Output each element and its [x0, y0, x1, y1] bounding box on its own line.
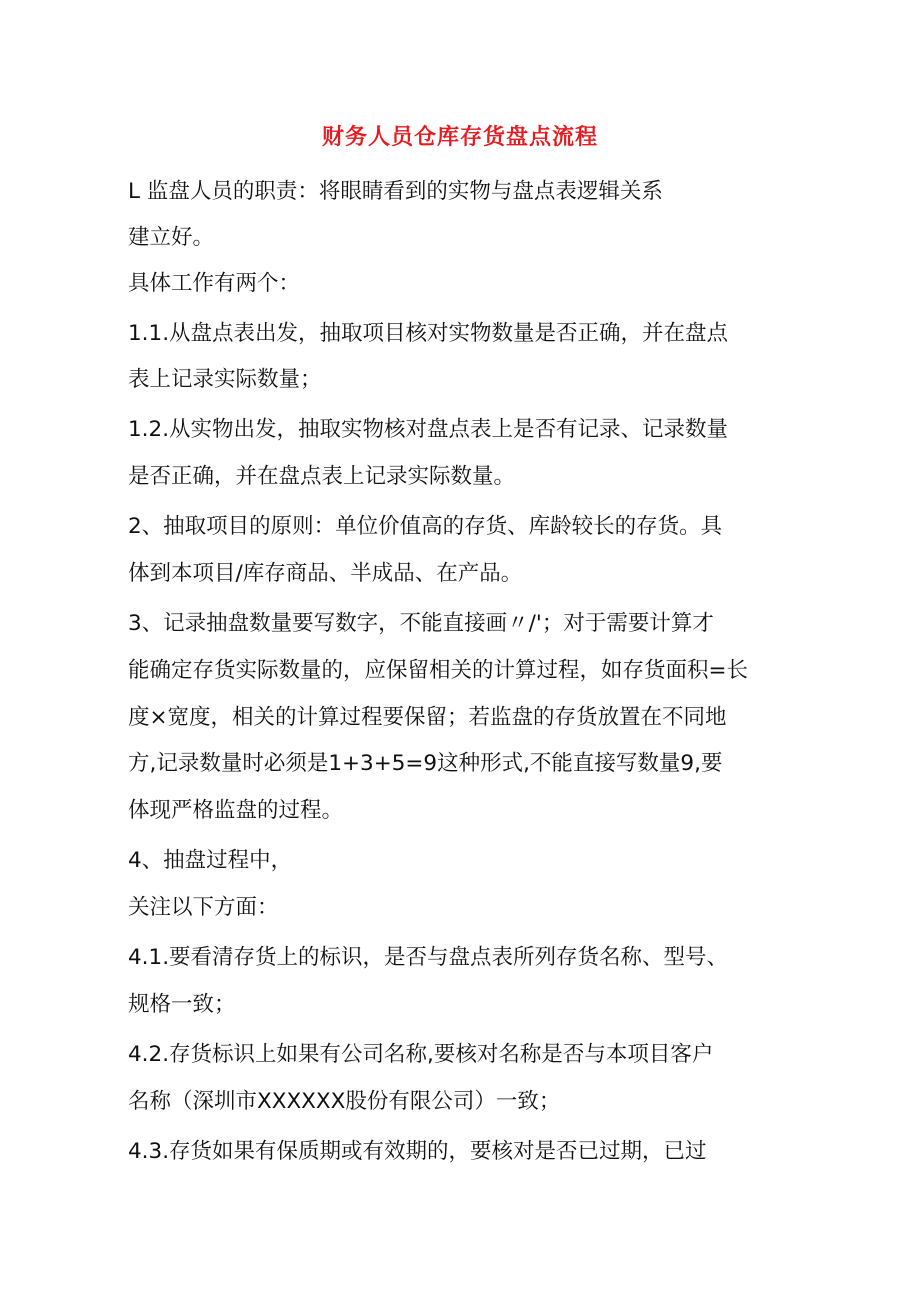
paragraph-line: L 监盘人员的职责：将眼睛看到的实物与盘点表逻辑关系 [128, 179, 663, 204]
paragraph-line: 4.2.存货标识上如果有公司名称,要核对名称是否与本项目客户 [128, 1042, 714, 1067]
paragraph-line: 具体工作有两个： [128, 271, 301, 296]
document-title: 财务人员仓库存货盘点流程 [321, 125, 598, 150]
paragraph-line: 建立好。 [128, 225, 215, 250]
paragraph-line: 表上记录实际数量； [128, 367, 322, 392]
paragraph-line: 能确定存货实际数量的，应保留相关的计算过程，如存货面积=长 [128, 658, 749, 683]
paragraph-line: 1.1.从盘点表出发，抽取项目核对实物数量是否正确，并在盘点 [128, 321, 729, 346]
paragraph-line: 体现严格监盘的过程。 [128, 798, 344, 823]
paragraph-line: 度×宽度，相关的计算过程要保留；若监盘的存货放置在不同地 [128, 705, 727, 730]
paragraph-line: 体到本项目/库存商品、半成品、在产品。 [128, 561, 523, 586]
paragraph-line: 1.2.从实物出发，抽取实物核对盘点表上是否有记录、记录数量 [128, 417, 729, 442]
paragraph-line: 3、记录抽盘数量要写数字，不能直接画〃/'；对于需要计算才 [128, 611, 714, 636]
paragraph-line: 关注以下方面： [128, 895, 279, 920]
paragraph-line: 规格一致； [128, 992, 236, 1017]
paragraph-line: 4、抽盘过程中， [128, 848, 293, 873]
paragraph-line: 4.3.存货如果有保质期或有效期的，要核对是否已过期，已过 [128, 1139, 707, 1164]
paragraph-line: 名称（深圳市XXXXXX股份有限公司）一致； [128, 1089, 561, 1114]
paragraph-line: 是否正确，并在盘点表上记录实际数量。 [128, 464, 516, 489]
paragraph-line: 方,记录数量时必须是1+3+5=9这种形式,不能直接写数量9,要 [128, 751, 723, 776]
paragraph-line: 4.1.要看清存货上的标识，是否与盘点表所列存货名称、型号、 [128, 945, 729, 970]
paragraph-line: 2、抽取项目的原则：单位价值高的存货、库龄较长的存货。具 [128, 514, 723, 539]
